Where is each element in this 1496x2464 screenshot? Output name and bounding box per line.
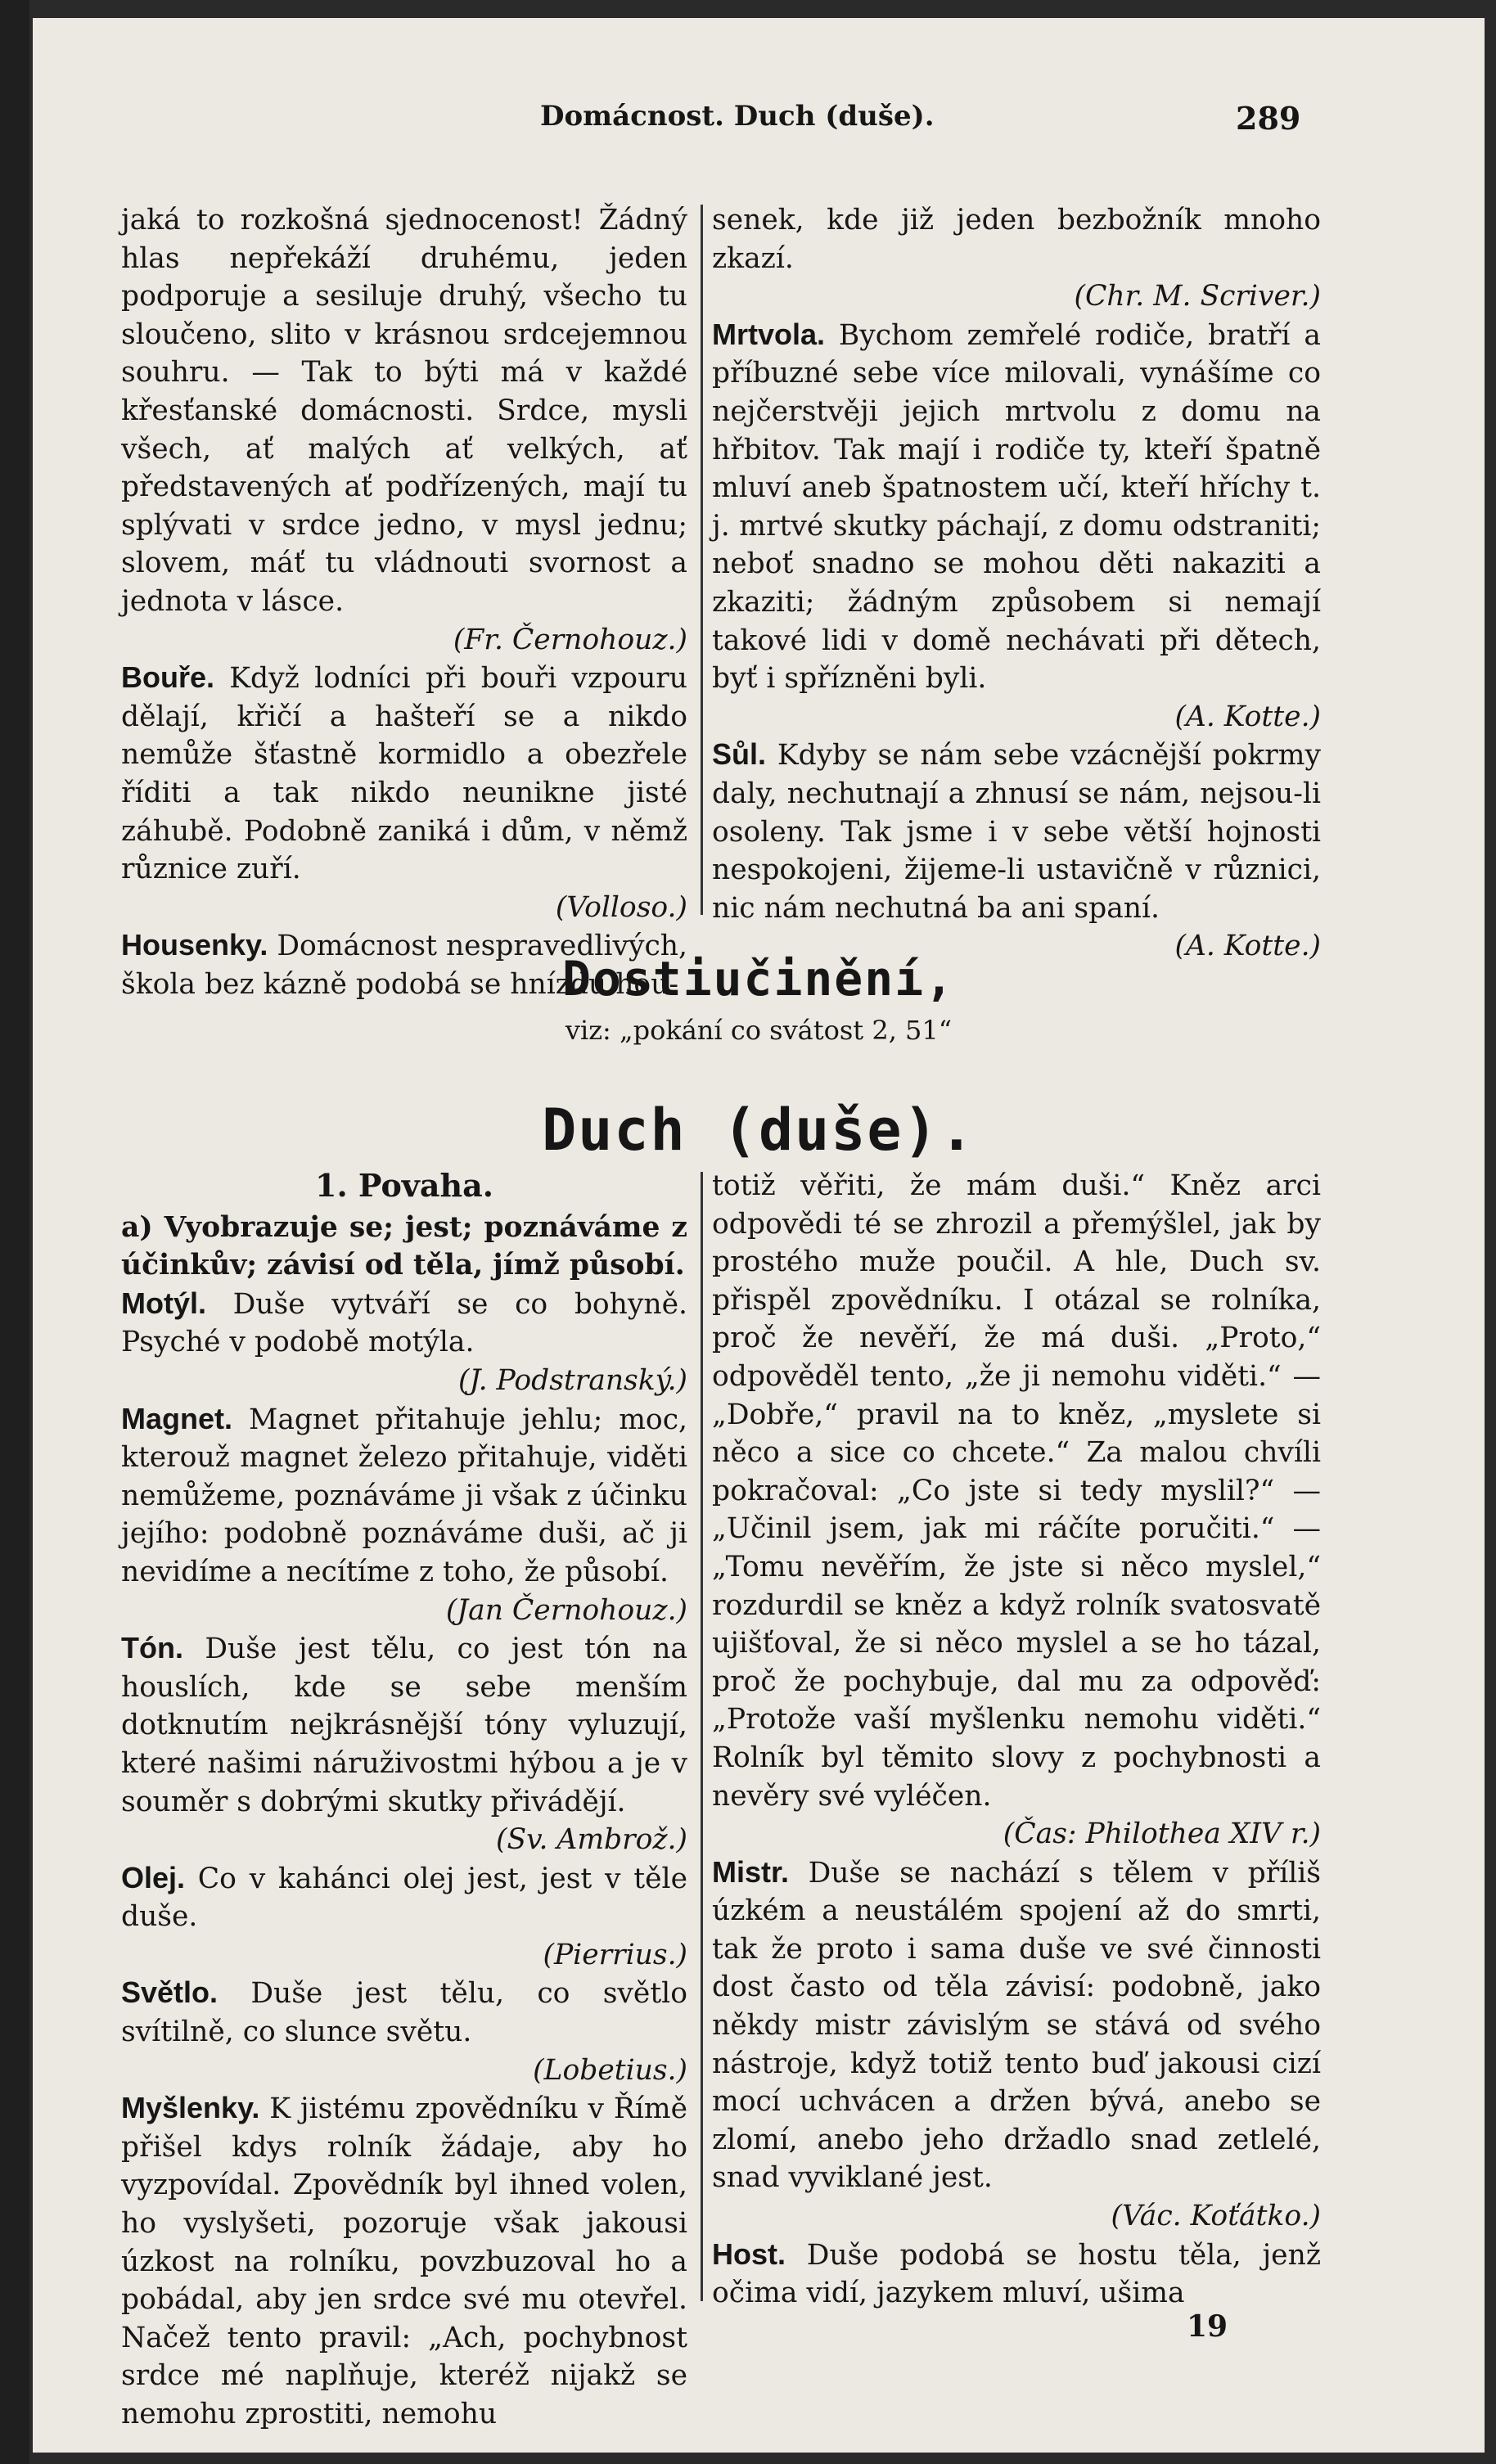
entry-text: Domácnost nespravedlivých, škola bez kázně podobá se hnízdu hou- [121,930,687,1001]
source-citation: (Fr. Černohouz.) [453,623,687,656]
source-citation: (A. Kotte.) [1174,930,1321,963]
source-citation: (Čas: Philothea XIV r.) [1003,1818,1321,1851]
page-number: 289 [1236,100,1301,137]
subsection-summary: a) Vyobrazuje se; jest; poznáváme z účinkův; závisí od těla, jímž působí. [121,1210,687,1282]
entry-ton [121,1629,687,1821]
signature-mark: 19 [1187,2309,1228,2344]
entry-magnet [121,1400,687,1592]
source-citation: (A. Kotte.) [1174,700,1321,733]
subsection-heading: 1. Povaha. [315,1167,493,1204]
entry-keyword: Světlo. [121,1975,219,2010]
column-divider [701,205,703,915]
entry-text: Magnet přitahuje jehlu; moc, kterouž magnet železo přitahuje, viděti nemůžeme, poznáváme ji však z účinku jejího: podobně poznáváme duši, ač ji nevidíme a necítíme z toho, že působí. [121,1403,687,1588]
entry-myslenky [121,2089,687,2433]
entry-host [712,2236,1321,2313]
entry-text: Duše vytváří se co bohyně. Psyché v podobě motýla. [121,1287,687,1359]
entry-boure [121,659,687,889]
entry-keyword: Housenky. [121,928,268,962]
entry-svetlo [121,1974,687,2051]
entry-keyword: Mistr. [712,1854,790,1889]
source-citation: (Sv. Ambrož.) [495,1823,687,1857]
source-citation: (Volloso.) [555,890,687,924]
running-title: Domácnost. Duch (duše). [540,100,935,133]
paragraph: senek, kde již jeden bezbožník mnoho zkazí. [712,204,1321,275]
source-citation: (Lobetius.) [533,2053,687,2087]
section-title-duch: Duch (duše). [542,1097,976,1164]
entry-text: Když lodníci při bouři vzpouru dělají, křičí a hašteří se a nikdo nemůže šťastně kormidlo a obezřele říditi a tak nikdo neunikne jisté záhubě. Podobně zaniká i dům, v němž různice zuří. [121,662,687,886]
bottom-left-column [121,1167,687,2434]
entry-keyword: Sůl. [712,737,767,772]
entry-olej [121,1859,687,1936]
bottom-right-column [712,1167,1321,2313]
entry-text: Duše jest tělu, co světlo svítilně, co slunce světu. [121,1977,687,2049]
entry-keyword: Myšlenky. [121,2091,260,2125]
entry-text: Duše se nachází s tělem v příliš úzkém a neustálém spojení až do smrti, tak že proto i sama duše ve své činnosti dost často od těla závisí: podobně, jako někdy mistr závislým se stává od svého nástroje, když totiž tento buď jakousi cizí mocí uchvácen a držen bývá, anebo se zlomí, anebo jeho držadlo snad zetlelé, snad vyviklané jest. [712,1856,1321,2195]
paragraph: jaká to rozkošná sjednocenost! Žádný hlas nepřekáží druhému, jeden podporuje a sesiluje druhý, všecho tu sloučeno, slito v krásnou srdcejemnou souhru. — Tak to býti má v každé křesťanské domácnosti. Srdce, mysli všech, ať malých ať velkých, ať představených ať podřízených, mají tu splývati v srdce jedno, v mysl jednu; slovem, máť tu vládnouti svornost a jednota v lásce. [121,204,687,618]
entry-keyword: Bouře. [121,660,215,695]
entry-text: Duše jest tělu, co jest tón na houslích, kde se sebe menším dotknutím nejkrásnější tóny vyluzují, které našimi náruživostmi hýbou a je v souměr s dobrými skutky přivádějí. [121,1633,688,1818]
section-cross-reference: viz: „pokání co svátost 2, 51“ [565,1015,953,1046]
top-left-column [121,201,687,1003]
entry-keyword: Tón. [121,1631,183,1665]
entry-text: Kdyby se nám sebe vzácnější pokrmy daly, nechutnají a zhnusí se nám, nejsou-li osoleny. Tak jsme i v sebe větší hojnosti nespokojeni, žijeme-li ustavičně v různici, nic nám nechutná ba ani spaní. [712,739,1322,925]
entry-sul [712,736,1321,927]
entry-keyword: Host. [712,2237,786,2271]
top-right-column [712,201,1321,966]
paragraph: totiž věřiti, že mám duši.“ Kněz arci odpovědi té se zhrozil a přemýšlel, jak by prostého muže poučil. A hle, Duch sv. přispěl zpovědníku. I otázal se rolníka, proč že nevěří, že má duši. „Proto,“ odpověděl tento, „že ji nemohu viděti.“ — „Dobře,“ pravil na to kněz, „myslete si něco a sice co chcete.“ Za malou chvíli pokračoval: „Co jste si tedy myslil?“ — „Učinil jsem, jak mi ráčíte poručiti.“ — „Tomu nevěřím, že jste si něco myslel,“ rozdurdil se kněz a když rolník svatosvatě ujišťoval, že si něco myslel a se ho tázal, proč že pochybuje, dal mu za odpověď: „Protože vaší myšlenku nemohu viděti.“ Rolník byl těmito slovy z pochybnosti a nevěry své vyléčen. [712,1169,1321,1813]
entry-keyword: Olej. [121,1860,186,1894]
book-page [33,18,1485,2453]
entry-text: Duše podobá se hostu těla, jenž očima vidí, jazykem mluví, ušima [712,2238,1321,2310]
section-title-dostiuceni: Dostiučinění, [562,951,955,1007]
entry-mrtvola [712,316,1321,698]
column-divider [701,1172,703,2301]
source-citation: (J. Podstranský.) [457,1363,687,1397]
source-citation: (Chr. M. Scriver.) [1074,280,1321,313]
entry-text: K jistému zpovědníku v Římě přišel kdys rolník žádaje, aby ho vyzpovídal. Zpovědník byl ihned volen, ho vyslyšeti, pozoruje však jakousi úzkost na rolníku, povzbuzoval ho a pobádal, aby jen srdce své mu otevřel. Načež tento pravil: „Ach, pochybnost srdce mé naplňuje, kteréž nijakž se nemohu zprostiti, nemohu [121,2092,688,2430]
scan-edge [0,0,29,2464]
source-citation: (Vác. Koťátko.) [1111,2200,1321,2233]
page-header [33,100,1485,149]
entry-keyword: Magnet. [121,1401,233,1435]
entry-text: Bychom zemřelé rodiče, bratří a příbuzné sebe více milovali, vynášíme co nejčerstvěji jejich mrtvolu z domu na hřbitov. Tak mají i rodiče ty, kteří špatně mluví aneb špatnostem učí, kteří hříchy t. j. mrtvé skutky páchají, z domu odstraniti; neboť snadno se mohou děti nakaziti a zkaziti; žádným způsobem si nemají takové lidi v domě nechávati při dětech, byť i spřízněni byli. [712,318,1321,696]
entry-keyword: Mrtvola. [712,317,826,351]
source-citation: (Pierrius.) [543,1938,687,1971]
entry-text: Co v kahánci olej jest, jest v těle duše. [121,1862,687,1934]
source-citation: (Jan Černohouz.) [445,1593,687,1627]
entry-keyword: Motýl. [121,1286,206,1320]
entry-mistr [712,1854,1321,2197]
entry-motyl [121,1285,687,1362]
